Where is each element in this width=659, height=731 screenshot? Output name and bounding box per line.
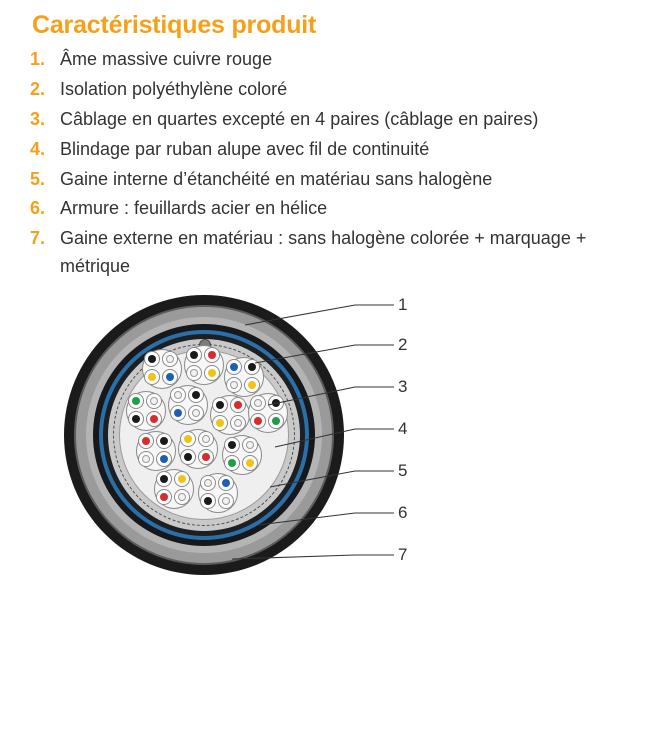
callout-label-2: 2	[398, 335, 408, 355]
list-item-label: Gaine externe en matériau : sans halogène colorée + marquage + métrique	[60, 228, 587, 277]
leader-lines	[0, 287, 659, 587]
list-item-number: 5.	[30, 168, 46, 189]
list-item-label: Isolation polyéthylène coloré	[60, 78, 288, 99]
list-item-number: 1.	[30, 49, 46, 69]
list-item	[30, 166, 645, 194]
callout-label-3: 3	[398, 377, 408, 397]
callout-label-7: 7	[398, 545, 408, 565]
list-item	[30, 46, 645, 74]
callout-label-4: 4	[398, 419, 408, 439]
list-item	[30, 195, 645, 223]
list-item-number: 6.	[30, 198, 46, 219]
list-item	[30, 106, 645, 134]
list-item-number: 3.	[30, 108, 46, 129]
callout-label-1: 1	[398, 295, 408, 315]
list-item	[30, 76, 645, 104]
cable-cross-section-diagram	[0, 287, 659, 587]
list-item-label: Âme massive cuivre rouge	[60, 49, 273, 69]
list-item-number: 2.	[30, 78, 46, 99]
features-list	[30, 46, 645, 281]
page-title: Caractéristiques produit	[32, 11, 317, 39]
list-item-label: Armure : feuillards acier en hélice	[60, 198, 328, 219]
list-item-label: Gaine interne d’étanchéité en matériau sans halogène	[60, 168, 493, 189]
list-item	[30, 225, 645, 281]
list-item-number: 7.	[30, 228, 46, 249]
list-item-number: 4.	[30, 138, 46, 159]
callout-label-6: 6	[398, 503, 408, 523]
list-item-label: Blindage par ruban alupe avec fil de continuité	[60, 138, 430, 159]
callout-label-5: 5	[398, 461, 408, 481]
list-item-label: Câblage en quartes excepté en 4 paires (câblage en paires)	[60, 108, 539, 129]
list-item	[30, 136, 645, 164]
